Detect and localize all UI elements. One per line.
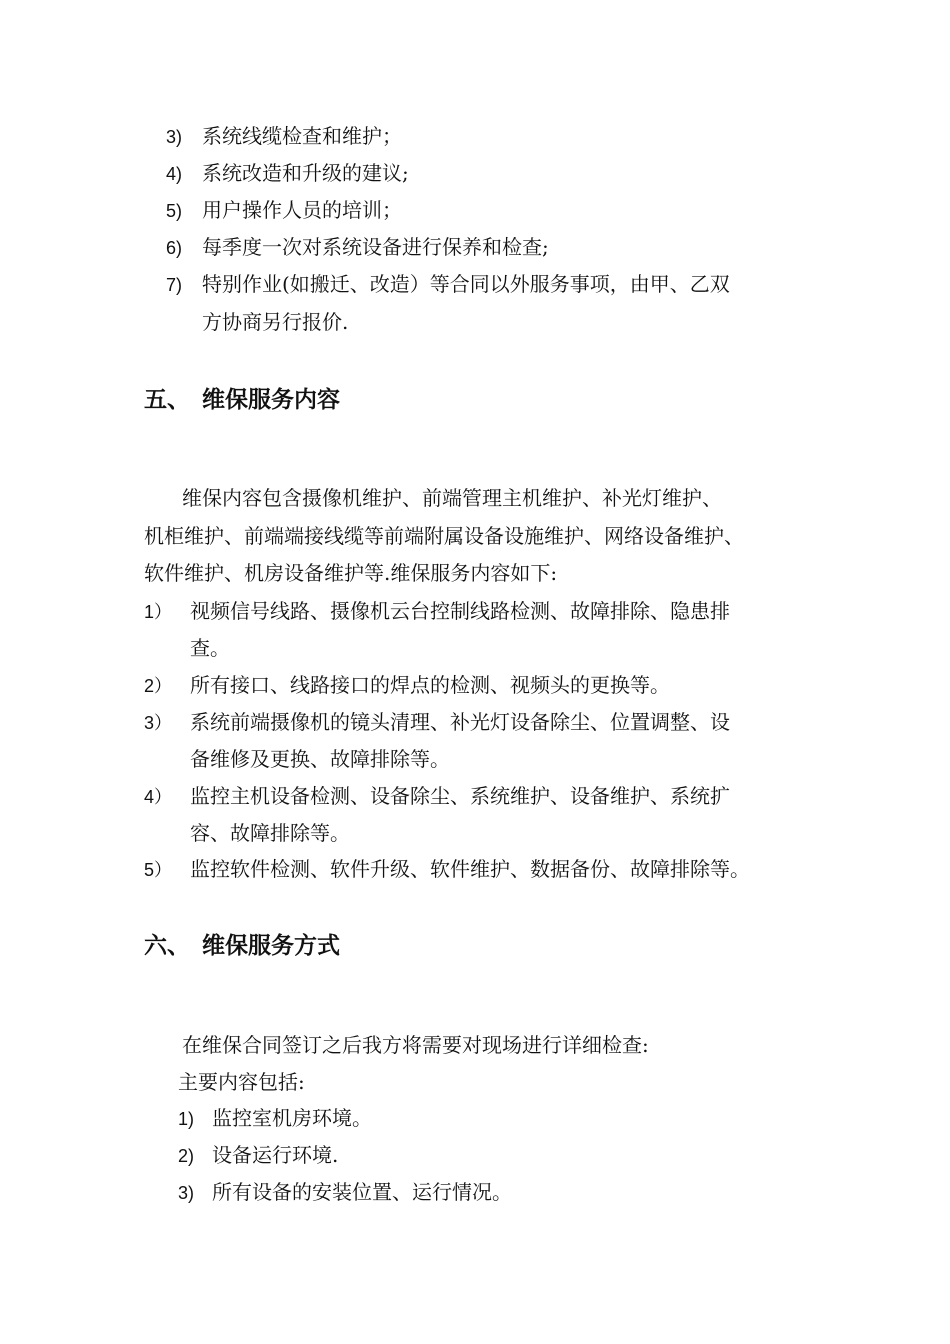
paragraph-line: 主要内容包括: (178, 1070, 305, 1094)
list-item-text: 所有设备的安装位置、运行情况。 (212, 1180, 512, 1204)
list-item (166, 159, 409, 188)
paragraph-line: 在维保合同签订之后我方将需要对现场进行详细检查: (182, 1033, 649, 1057)
list-item-continuation: 方协商另行报价. (202, 310, 349, 334)
list-item-number: 4） (144, 787, 173, 807)
list-item-text: 特别作业(如搬迁、改造）等合同以外服务事项，由甲、乙双 (202, 272, 730, 296)
list-item-text: 视频信号线路、摄像机云台控制线路检测、故障排除、隐患排 (190, 599, 730, 623)
list-item-continuation: 查。 (190, 636, 230, 660)
list-item (166, 196, 402, 225)
list-item-number: 6) (166, 238, 183, 258)
list-item-text: 设备运行环境. (212, 1143, 339, 1167)
list-item-text: 系统线缆检查和维护； (202, 124, 402, 148)
list-item-continuation: 备维修及更换、故障排除等。 (190, 747, 450, 771)
list-item (144, 782, 730, 811)
list-item-text: 每季度一次对系统设备进行保养和检查; (202, 235, 549, 259)
list-item-text: 用户操作人员的培训； (202, 198, 402, 222)
paragraph-line: 软件维护、机房设备维护等.维保服务内容如下: (144, 561, 558, 585)
list-item-continuation: 容、故障排除等。 (190, 821, 350, 845)
list-item-number: 5） (144, 860, 173, 880)
list-item-text: 监控室机房环境。 (212, 1106, 372, 1130)
list-item (144, 597, 730, 626)
list-item (178, 1104, 372, 1133)
list-item-text: 系统改造和升级的建议; (202, 161, 409, 185)
list-item-number: 2） (144, 676, 173, 696)
list-item (144, 708, 730, 737)
list-item-number: 1) (178, 1109, 195, 1129)
paragraph-line: 维保内容包含摄像机维护、前端管理主机维护、补光灯维护、 (182, 486, 722, 510)
section-heading (144, 385, 340, 415)
section-title: 维保服务内容 (202, 387, 340, 413)
list-item-number: 3) (166, 127, 183, 147)
section-heading (144, 931, 340, 961)
list-item-text: 监控主机设备检测、设备除尘、系统维护、设备维护、系统扩 (190, 784, 730, 808)
list-item-text: 所有接口、线路接口的焊点的检测、视频头的更换等。 (190, 673, 670, 697)
section-number: 六、 (144, 933, 190, 959)
list-item-number: 3） (144, 713, 173, 733)
list-item (144, 855, 750, 884)
list-item-number: 4) (166, 164, 183, 184)
section-title: 维保服务方式 (202, 933, 340, 959)
list-item-number: 3) (178, 1183, 195, 1203)
list-item-number: 7) (166, 275, 183, 295)
list-item (166, 233, 549, 262)
list-item (166, 270, 730, 299)
list-item (166, 122, 402, 151)
list-item-text: 系统前端摄像机的镜头清理、补光灯设备除尘、位置调整、设 (190, 710, 730, 734)
paragraph-line: 机柜维护、前端端接线缆等前端附属设备设施维护、网络设备维护、 (144, 524, 744, 548)
list-item (178, 1178, 512, 1207)
list-item-number: 2) (178, 1146, 195, 1166)
section-number: 五、 (144, 387, 190, 413)
list-item-text: 监控软件检测、软件升级、软件维护、数据备份、故障排除等。 (190, 857, 750, 881)
list-item-number: 1） (144, 602, 173, 622)
list-item-number: 5) (166, 201, 183, 221)
list-item (144, 671, 670, 700)
list-item (178, 1141, 338, 1170)
